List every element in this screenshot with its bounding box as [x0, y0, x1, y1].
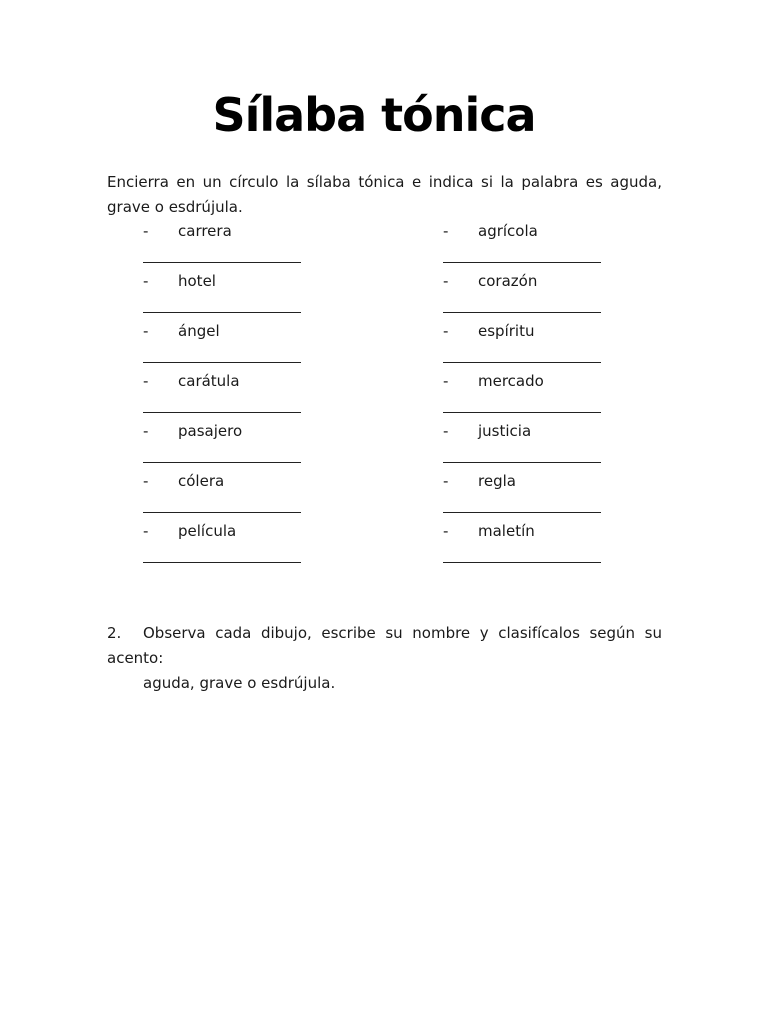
answer-line[interactable] — [443, 412, 601, 413]
word-column-left — [143, 220, 343, 570]
list-item — [143, 370, 343, 420]
word-label: carátula — [178, 372, 240, 390]
word: su — [385, 624, 403, 642]
list-item — [443, 320, 643, 370]
word-label: pasajero — [178, 422, 243, 440]
list-item — [143, 520, 343, 570]
answer-line[interactable] — [143, 262, 301, 263]
answer-line[interactable] — [143, 412, 301, 413]
list-item — [143, 320, 343, 370]
answer-line[interactable] — [443, 462, 601, 463]
bullet-dash: - — [443, 322, 449, 340]
word-label: carrera — [178, 222, 232, 240]
bullet-dash: - — [443, 422, 449, 440]
exercise-2-line-2: acento: — [107, 649, 164, 667]
answer-line[interactable] — [143, 462, 301, 463]
bullet-dash: - — [143, 522, 149, 540]
word: clasifícalos — [498, 624, 580, 642]
bullet-dash: - — [443, 222, 449, 240]
list-item — [143, 270, 343, 320]
answer-line[interactable] — [443, 362, 601, 363]
exercise-2 — [107, 621, 662, 696]
list-item — [443, 270, 643, 320]
word-label: corazón — [478, 272, 538, 290]
word-label: cólera — [178, 472, 225, 490]
bullet-dash: - — [143, 472, 149, 490]
list-item — [443, 370, 643, 420]
word: según — [589, 624, 636, 642]
word-label: ángel — [178, 322, 220, 340]
answer-line[interactable] — [143, 512, 301, 513]
word: cada — [215, 624, 252, 642]
word: escribe — [321, 624, 376, 642]
word-label: regla — [478, 472, 516, 490]
word-label: justicia — [478, 422, 532, 440]
answer-line[interactable] — [143, 312, 301, 313]
word: y — [479, 624, 489, 642]
list-item — [443, 220, 643, 270]
instruction-text: Encierra en un círculo la sílaba tónica e indica si la palabra es aguda, grave o esdrújula. — [107, 173, 662, 216]
word-column-right — [443, 220, 643, 570]
word: dibujo, — [260, 624, 312, 642]
answer-line[interactable] — [443, 262, 601, 263]
bullet-dash: - — [443, 522, 449, 540]
answer-line[interactable] — [443, 512, 601, 513]
word-label: hotel — [178, 272, 216, 290]
word-label: maletín — [478, 522, 535, 540]
exercise-2-line-1 — [107, 621, 662, 646]
word: nombre — [412, 624, 471, 642]
list-item — [443, 470, 643, 520]
page-title: Sílaba tónica — [212, 88, 536, 142]
exercise-number: 2. — [107, 624, 122, 642]
word: su — [644, 624, 662, 642]
answer-line[interactable] — [443, 562, 601, 563]
list-item — [443, 520, 643, 570]
word-label: espíritu — [478, 322, 535, 340]
answer-line[interactable] — [143, 562, 301, 563]
word-label: mercado — [478, 372, 544, 390]
word: Observa — [143, 624, 206, 642]
list-item — [143, 420, 343, 470]
word-label: película — [178, 522, 237, 540]
exercise-2-first-word-group — [107, 621, 206, 646]
bullet-dash: - — [443, 272, 449, 290]
bullet-dash: - — [143, 422, 149, 440]
answer-line[interactable] — [143, 362, 301, 363]
bullet-dash: - — [143, 372, 149, 390]
list-item — [143, 220, 343, 270]
answer-line[interactable] — [443, 312, 601, 313]
bullet-dash: - — [443, 372, 449, 390]
list-item — [443, 420, 643, 470]
word-label: agrícola — [478, 222, 538, 240]
bullet-dash: - — [143, 272, 149, 290]
bullet-dash: - — [443, 472, 449, 490]
list-item — [143, 470, 343, 520]
bullet-dash: - — [143, 222, 149, 240]
exercise-2-line-3: aguda, grave o esdrújula. — [143, 674, 336, 692]
bullet-dash: - — [143, 322, 149, 340]
